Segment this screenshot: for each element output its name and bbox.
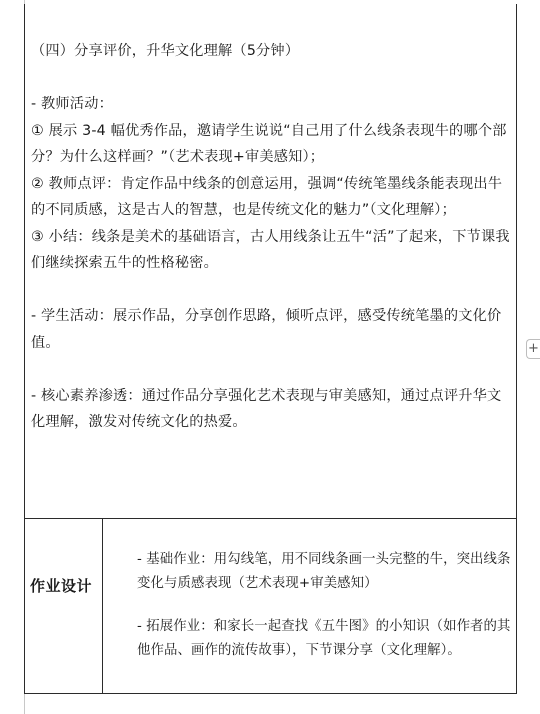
core-literacy: - 核心素养渗透：通过作品分享强化艺术表现与审美感知，通过点评升华文化理解，激发对传统文化的热爱。 bbox=[31, 387, 502, 430]
lesson-plan-table bbox=[24, 4, 517, 694]
blank-line bbox=[109, 595, 511, 615]
student-activity: - 学生活动：展示作品，分享创作思路，倾听点评，感受传统笔墨的文化价值。 bbox=[31, 308, 502, 351]
section-title: （四）分享评价，升华文化理解（5分钟） bbox=[31, 43, 300, 59]
homework-label: 作业设计 bbox=[30, 577, 93, 595]
teacher-activity-heading: - 教师活动： bbox=[31, 96, 113, 112]
blank-line bbox=[31, 65, 511, 92]
blank-line bbox=[31, 356, 511, 383]
blank-line bbox=[31, 277, 511, 304]
basic-homework: - 基础作业：用勾线笔，用不同线条画一头完整的牛，突出线条变化与质感表现（艺术表现+审美感知） bbox=[137, 552, 511, 591]
homework-row bbox=[25, 519, 516, 693]
teacher-item-2: ② 教师点评：肯定作品中线条的创意运用，强调“传统笔墨线条能表现出牛的不同质感，这是古人的智慧，也是传统文化的魅力”（文化理解）； bbox=[31, 175, 503, 218]
teacher-item-1: ① 展示 3-4 幅优秀作品，邀请学生说说“自己用了什么线条表现牛的哪个部分？为什么这样画？”（艺术表现+审美感知）； bbox=[31, 122, 507, 165]
teacher-item-3: ③ 小结：线条是美术的基础语言，古人用线条让五牛“活”了起来，下节课我们继续探索五牛的性格秘密。 bbox=[31, 228, 510, 271]
homework-label-cell bbox=[25, 519, 103, 693]
extended-homework: - 拓展作业：和家长一起查找《五牛图》的小知识（如作者的其他作品、画作的流传故事），下节课分享（文化理解）。 bbox=[137, 619, 511, 658]
activity-row bbox=[25, 4, 516, 519]
homework-cell bbox=[109, 548, 511, 662]
activity-cell bbox=[31, 38, 511, 436]
add-row-handle[interactable]: + bbox=[526, 339, 540, 359]
